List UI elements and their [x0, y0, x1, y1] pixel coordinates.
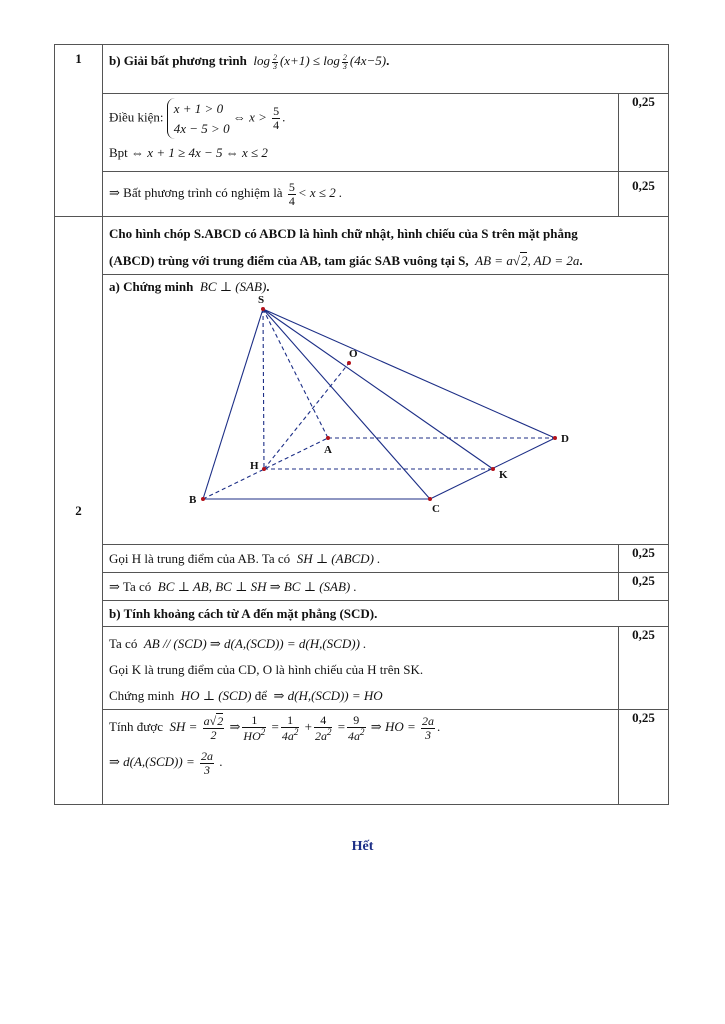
q1-score-1: 0,25	[618, 94, 668, 172]
label-S: S	[258, 294, 265, 306]
label-D: D	[561, 433, 569, 445]
q1-number: 1	[55, 45, 103, 217]
q2-b-calc-row	[55, 710, 669, 805]
q1-bpt-label: Bpt	[109, 145, 128, 160]
point-H	[262, 467, 266, 471]
q1-header-row	[55, 45, 669, 94]
q2-intro-line1: Cho hình chóp S.ABCD có ABCD là hình chữ nhật, hình chiếu của S trên mặt phẳng	[109, 226, 578, 241]
point-C	[428, 497, 432, 501]
q1-title: b) Giải bất phương trình	[109, 53, 247, 68]
edge-SC	[263, 309, 430, 499]
edge-SD	[263, 309, 555, 438]
q2-part-b-title: b) Tính khoảng cách từ A đến mặt phẳng (SCD).	[109, 605, 378, 621]
q2-part-a-cell: a) Chứng minh BC ⊥ (SAB). S O A D H K B C	[103, 275, 669, 545]
q2-score-2: 0,25	[618, 573, 668, 601]
q1-condition-row	[55, 94, 669, 172]
q2-score-3: 0,25	[618, 627, 668, 710]
point-A	[326, 436, 330, 440]
q2-score-1: 0,25	[618, 545, 668, 573]
pyramid-figure	[103, 294, 663, 543]
q2-part-a-title: a) Chứng minh	[109, 279, 194, 294]
q2-a-step2-row	[55, 573, 669, 601]
q1-conclusion: Bất phương trình có nghiệm là	[123, 184, 283, 200]
q2-intro-line2: (ABCD) trùng với trung điểm của AB, tam giác SAB vuông tại S,	[109, 253, 469, 268]
q1-inequality: log $\frac{2}{3}$ (x+1) ≤ log $\frac{2}{3}$ (4x−5)	[250, 52, 387, 71]
label-O: O	[349, 348, 358, 360]
q2-intro-row	[55, 217, 669, 275]
q2-b-line2: Gọi K là trung điểm của CD, O là hình chiếu của H trên SK.	[109, 662, 424, 677]
q1-condition-label: Điều kiện:	[109, 109, 164, 125]
hidden-edge-SH	[263, 309, 264, 469]
end-marker: Hết	[351, 839, 374, 854]
q2-a-step1-row	[55, 545, 669, 573]
edge-SK	[263, 309, 493, 469]
q2-score-4: 0,25	[618, 710, 668, 805]
q2-b-line1: Ta có	[109, 636, 138, 651]
q2-b-reasoning-cell: Ta có AB // (SCD) ⇒ d(A,(SCD)) = d(H,(SCD)) . Gọi K là trung điểm của CD, O là hình chiếu của H trên SK. Chứng minh HO ⊥ (SCD) để ⇒ d(H,(SCD)) = HO	[103, 627, 619, 710]
q1-conclusion-cell: ⇒ Bất phương trình có nghiệm là $\frac{5}{4}$ < x ≤ 2 .	[103, 172, 619, 217]
q2-a-step2: Ta có	[122, 578, 152, 594]
q1-score-2: 0,25	[618, 172, 668, 217]
answer-table	[54, 44, 669, 805]
q2-part-b-cell	[103, 601, 669, 627]
label-K: K	[499, 469, 508, 481]
q2-b-calc-cell: Tính được SH = $\frac{a√2}{2}$ ⇒ $\frac{1}{HO^2}$ = $\frac{1}{4a^2}$ + $\frac{4}{2a^2}$ = $\frac{9}{4a^2}$ ⇒ HO = $\frac{2a}{3}$ . ⇒ d(A,(SCD)) = $\frac{2a}{3}$ .	[103, 710, 619, 805]
q1-system-line2: 4x − 5 > 0	[173, 120, 230, 136]
q2-intro-cell: Cho hình chóp S.ABCD có ABCD là hình chữ nhật, hình chiếu của S trên mặt phẳng (ABCD) trùng với trung điểm của AB, tam giác SAB vuông tại S, AB = a√2, AD = 2a.	[103, 217, 669, 275]
q1-system	[167, 98, 230, 139]
label-H: H	[250, 460, 259, 472]
q1-title-cell: b) Giải bất phương trình log $\frac{2}{3}$ (x+1) ≤ log $\frac{2}{3}$ (4x−5).	[103, 45, 669, 94]
q2-b-reasoning-row	[55, 627, 669, 710]
q2-b-line3a: Chứng minh	[109, 688, 175, 703]
point-K	[491, 467, 495, 471]
label-A: A	[324, 444, 332, 456]
label-B: B	[189, 494, 197, 506]
point-S	[261, 307, 265, 311]
q1-system-line1: x + 1 > 0	[173, 101, 224, 116]
q2-b-calc: Tính được	[109, 719, 163, 735]
q1-conclusion-row	[55, 172, 669, 217]
label-C: C	[432, 503, 440, 515]
point-B	[201, 497, 205, 501]
q2-a-step1: Gọi H là trung điểm của AB. Ta có	[109, 550, 291, 566]
q2-b-line3b: để	[254, 688, 267, 703]
q2-part-a-row	[55, 275, 669, 545]
point-D	[553, 436, 557, 440]
q2-part-b-row	[55, 601, 669, 627]
hidden-edge-HO	[264, 363, 349, 469]
q2-a-step1-cell: Gọi H là trung điểm của AB. Ta có SH ⊥ (ABCD) .	[103, 545, 619, 573]
q1-condition-cell: Điều kiện: x + 1 > 0 4x − 5 > 0 ⇔ x > $\frac{5}{4}$ . Bpt ⇔ x + 1 ≥ 4x − 5 ⇔ x ≤ 2	[103, 94, 619, 172]
q2-a-step2-cell: ⇒ Ta có BC ⊥ AB, BC ⊥ SH ⇒ BC ⊥ (SAB) .	[103, 573, 619, 601]
q2-number: 2	[55, 217, 103, 805]
hidden-edge-SA	[263, 309, 328, 438]
point-O	[347, 361, 351, 365]
